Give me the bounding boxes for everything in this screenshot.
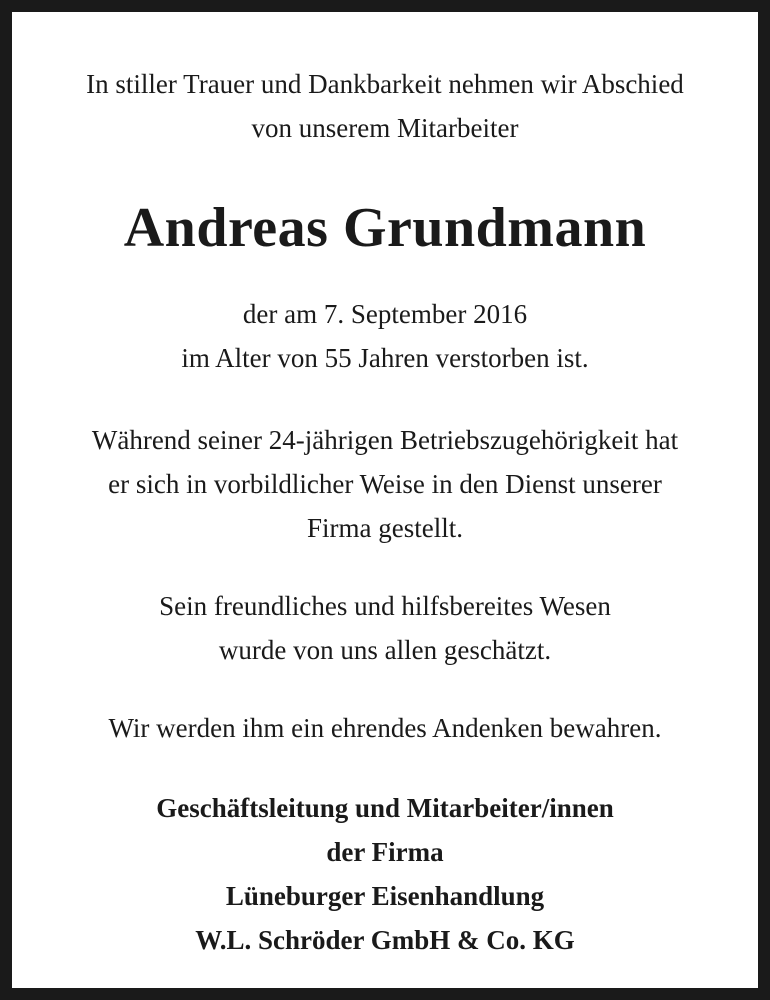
service-line: Während seiner 24-jährigen Betriebszugehörigkeit hat: [91, 425, 679, 455]
memory-line: Wir werden ihm ein ehrendes Andenken bewahren.: [108, 713, 662, 743]
character-line: wurde von uns allen geschätzt.: [218, 635, 552, 665]
character-tribute: [12, 584, 758, 672]
intro-line: von unserem Mitarbeiter: [251, 113, 519, 143]
company-legal-name: W.L. Schröder GmbH & Co. KG: [195, 925, 575, 955]
service-line: Firma gestellt.: [307, 513, 463, 543]
service-tribute: [12, 418, 758, 550]
character-line: Sein freundliches und hilfsbereites Wesen: [159, 591, 611, 621]
intro-text: [12, 62, 758, 150]
company-name: Lüneburger Eisenhandlung: [225, 881, 545, 911]
memory-statement: [12, 706, 758, 750]
death-info: [12, 292, 758, 380]
signature-block: [12, 786, 758, 962]
signature-line: der Firma: [326, 837, 444, 867]
signature-line: Geschäftsleitung und Mitarbeiter/innen: [156, 793, 614, 823]
deceased-name: Andreas Grundmann: [123, 197, 647, 259]
death-date-line: der am 7. September 2016: [242, 299, 528, 329]
service-line: er sich in vorbildlicher Weise in den Dienst unserer: [108, 469, 662, 499]
intro-line: In stiller Trauer und Dankbarkeit nehmen wir Abschied: [86, 69, 684, 99]
death-age-line: im Alter von 55 Jahren verstorben ist.: [181, 343, 589, 373]
